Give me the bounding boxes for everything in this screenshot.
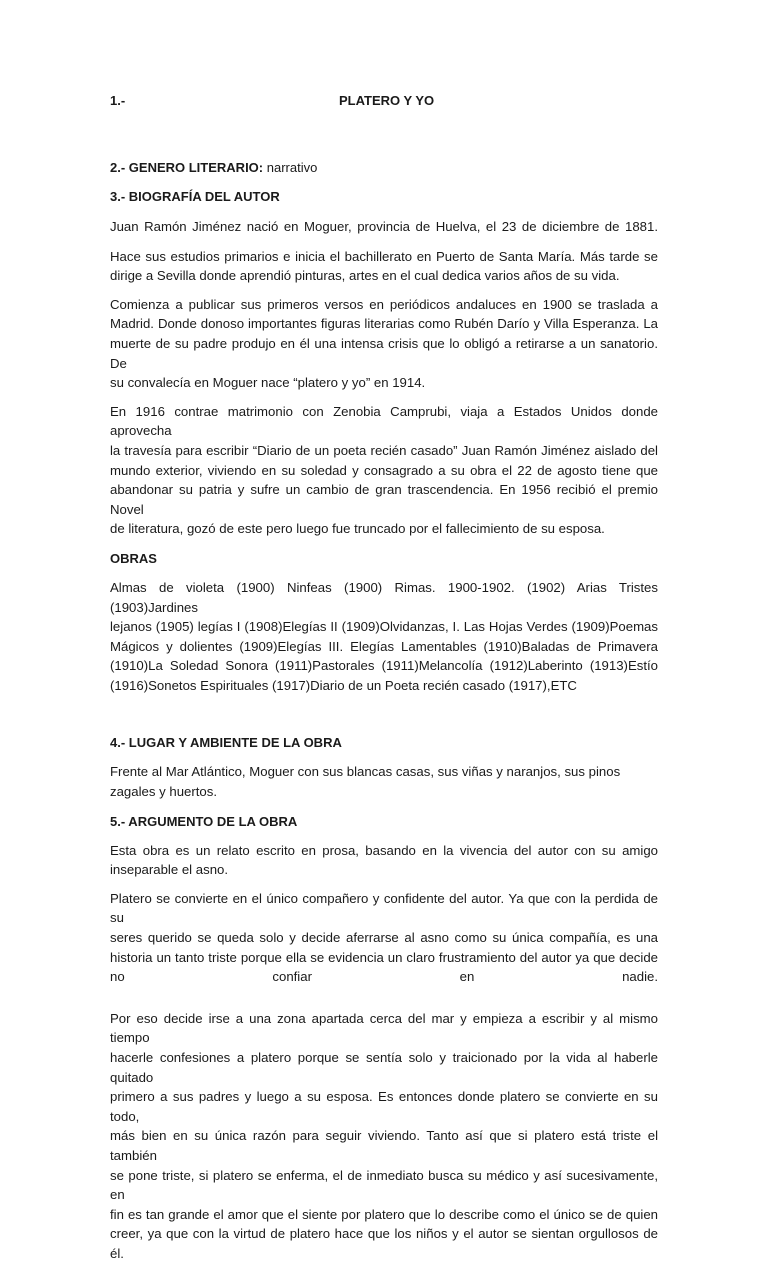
plot-paragraph-1 bbox=[110, 841, 658, 880]
text-line: su convalecía en Moguer nace “platero y yo” en 1914. bbox=[110, 375, 426, 391]
text-line: no confiar en nadie. bbox=[110, 969, 658, 985]
text-line: seres querido se queda solo y decide aferrarse al asno como su única compañía, es una bbox=[110, 930, 658, 946]
plot-paragraph-3 bbox=[110, 1009, 658, 1264]
page-title: PLATERO Y YO bbox=[339, 93, 435, 108]
biography-paragraph-3 bbox=[110, 295, 658, 393]
text-line: Comienza a publicar sus primeros versos en periódicos andaluces en 1900 se traslada a bbox=[110, 296, 658, 312]
text-line: primero a sus padres y luego a su esposa. Es entonces donde platero se convierte en su todo, bbox=[110, 1089, 658, 1124]
biography-paragraph-2 bbox=[110, 247, 658, 286]
text-line: Esta obra es un relato escrito en prosa, basando en la vivencia del autor con su amigo bbox=[110, 842, 658, 858]
text-line: (1910)La Soledad Sonora (1911)Pastorales (1911)Melancolía (1912)Laberinto (1913)Estío bbox=[110, 658, 658, 674]
plot-paragraph-2 bbox=[110, 889, 658, 987]
text-line: dirige a Sevilla donde aprendió pinturas, artes en el cual dedica varios años de su vida. bbox=[110, 268, 620, 284]
text-line: abandonar su patria y sufre un cambio de gran trascendencia. En 1956 recibió el premio Novel bbox=[110, 482, 658, 517]
text-line: (1916)Sonetos Espirituales (1917)Diario de un Poeta recién casado (1917),ETC bbox=[110, 677, 577, 693]
genre-heading bbox=[110, 158, 658, 177]
text-line: Mágicos y dolientes (1909)Elegías III. Elegías Lamentables (1910)Baladas de Primavera bbox=[110, 638, 658, 654]
genre-label: 2.- GENERO LITERARIO: bbox=[110, 160, 264, 175]
place-paragraph bbox=[110, 762, 658, 801]
text-line: historia un tanto triste porque ella se evidencia un claro frustramiento del autor ya que decide bbox=[110, 949, 658, 965]
text-line: creer, ya que con la virtud de platero hace que los niños y el autor se sientan orgullosos de él. bbox=[110, 1226, 658, 1261]
title-row bbox=[110, 93, 658, 111]
text-line: fin es tan grande el amor que el siente por platero que lo describe como el único se de quien bbox=[110, 1206, 658, 1222]
text-line: muerte de su padre produjo en él una intensa crisis que lo obligó a retirarse a un sanatorio. De bbox=[110, 335, 658, 371]
text-line: En 1916 contrae matrimonio con Zenobia Camprubi, viaja a Estados Unidos donde aprovecha bbox=[110, 403, 658, 439]
document-body bbox=[110, 93, 658, 1264]
text-line: Juan Ramón Jiménez nació en Moguer, provincia de Huelva, el 23 de diciembre de 1881. bbox=[110, 219, 658, 234]
text-line: hacerle confesiones a platero porque se sentía solo y traicionado por la vida al haberle quitado bbox=[110, 1050, 658, 1085]
text-line: de literatura, gozó de este pero luego fue truncado por el fallecimiento de su esposa. bbox=[110, 521, 605, 537]
works-heading: OBRAS bbox=[110, 550, 157, 566]
text-line: se pone triste, si platero se enferma, el de inmediato busca su médico y así sucesivamente, en bbox=[110, 1167, 658, 1203]
text-line: lejanos (1905) legías I (1908)Elegías II (1909)Olvidanzas, I. Las Hojas Verdes (1909)Poemas bbox=[110, 619, 658, 635]
biography-heading: 3.- BIOGRAFÍA DEL AUTOR bbox=[110, 189, 280, 204]
text-line: Almas de violeta (1900) Ninfeas (1900) Rimas. 1900-1902. (1902) Arias Tristes (1903)Jardines bbox=[110, 579, 658, 615]
text-line: Madrid. Donde donoso importantes figuras literarias como Rubén Darío y Villa Esperanza. La bbox=[110, 316, 658, 332]
place-heading: 4.- LUGAR Y AMBIENTE DE LA OBRA bbox=[110, 735, 342, 751]
title-number: 1.- bbox=[110, 93, 126, 108]
text-line: Hace sus estudios primarios e inicia el bachillerato en Puerto de Santa María. Más tarde se bbox=[110, 248, 658, 264]
text-line: la travesía para escribir “Diario de un poeta recién casado” Juan Ramón Jiménez aislado del bbox=[110, 442, 658, 458]
plot-heading: 5.- ARGUMENTO DE LA OBRA bbox=[110, 813, 298, 829]
text-line: más bien en su única razón para seguir viviendo. Tanto así que si platero está triste el también bbox=[110, 1128, 658, 1163]
text-line: zagales y huertos. bbox=[110, 784, 218, 800]
text-line: Por eso decide irse a una zona apartada cerca del mar y empieza a escribir y al mismo tiempo bbox=[110, 1010, 658, 1046]
text-line: Frente al Mar Atlántico, Moguer con sus blancas casas, sus viñas y naranjos, sus pinos bbox=[110, 764, 621, 780]
text-line: Platero se convierte en el único compañero y confidente del autor. Ya que con la perdida de su bbox=[110, 890, 658, 926]
text-line: inseparable el asno. bbox=[110, 862, 229, 878]
biography-paragraph-4 bbox=[110, 402, 658, 539]
text-line: mundo exterior, viviendo en su soledad y consagrado a su obra el 22 de agosto tiene que bbox=[110, 462, 658, 478]
works-paragraph bbox=[110, 578, 658, 696]
biography-paragraph-1 bbox=[110, 217, 658, 237]
genre-value: narrativo bbox=[266, 160, 318, 175]
